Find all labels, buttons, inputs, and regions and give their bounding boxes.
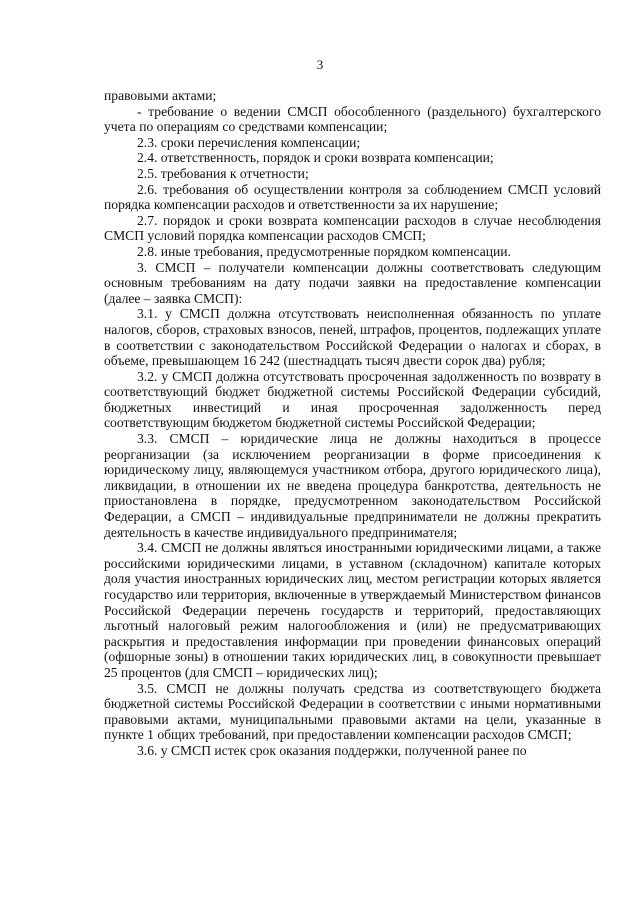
paragraph: 3.5. СМСП не должны получать средства из соответствующего бюджета бюджетной системы Российской Федерации в соответствии с иными нормативными правовыми актами, муниципальными правовыми актами на цели, указанные в пункте 1 общих требований, при предоставлении компенсации расходов СМСП; [104, 680, 601, 743]
paragraph: 2.8. иные требования, предусмотренные порядком компенсации. [137, 243, 511, 259]
paragraph: 3.1. у СМСП должна отсутствовать неисполненная обязанность по уплате налогов, сборов, страховых взносов, пеней, штрафов, процентов, подлежащих уплате в соответствии с законодательством Российской Федерации о налогах и сборах, в объеме, превышающем 16 242 (шестнадцать тысяч двести сорок два) рубля; [104, 306, 601, 369]
paragraph: 2.7. порядок и сроки возврата компенсации расходов в случае несоблюдения СМСП условий порядка компенсации расходов СМСП; [104, 212, 601, 244]
paragraph: 2.5. требования к отчетности; [137, 165, 309, 181]
document-body [104, 88, 601, 759]
paragraph: 2.4. ответственность, порядок и сроки возврата компенсации; [137, 150, 494, 166]
paragraph: - требование о ведении СМСП обособленного (раздельного) бухгалтерского учета по операциям со средствами компенсации; [104, 103, 601, 135]
paragraph: 2.6. требования об осуществлении контроля за соблюдением СМСП условий порядка компенсации расходов и ответственности за их нарушение; [104, 181, 601, 213]
paragraph: правовыми актами; [104, 88, 217, 103]
page-number: 3 [316, 57, 324, 72]
paragraph: 3.3. СМСП – юридические лица не должны находиться в процессе реорганизации (за исключением реорганизации в форме присоединения к юридическому лицу, являющемуся участником отбора, другого юридического лица), ликвидации, в отношении их не введена процедура банкротства, деятельность не приостановлена в порядке, предусмотренном законодательством Российской Федерации, а СМСП – индивидуальные предприниматели не должны прекратить деятельность в качестве индивидуального предпринимателя; [104, 431, 601, 540]
paragraph: 2.3. сроки перечисления компенсации; [137, 134, 361, 150]
paragraph: 3.2. у СМСП должна отсутствовать просроченная задолженность по возврату в соответствующий бюджет бюджетной системы Российской Федерации субсидий, бюджетных инвестиций и иная просроченная задолженность перед соответствующим бюджетом бюджетной системы Российской Федерации; [104, 368, 601, 431]
paragraph: 3.6. у СМСП истек срок оказания поддержки, полученной ранее по [137, 742, 527, 758]
paragraph: 3.4. СМСП не должны являться иностранными юридическими лицами, а также российскими юридическими лицами, в уставном (складочном) капитале которых доля участия иностранных юридических лиц, местом регистрации которых является государство или территория, включенные в утверждаемый Министерством финансов Российской Федерации перечень государств и территорий, предоставляющих льготный налоговый режим налогообложения и (или) не предусматривающих раскрытия и предоставления информации при проведении финансовых операций (офшорные зоны) в отношении таких юридических лиц, в совокупности превышает 25 процентов (для СМСП – юридических лиц); [104, 540, 601, 680]
paragraph: 3. СМСП – получатели компенсации должны соответствовать следующим основным требованиям на дату подачи заявки на предоставление компенсации (далее – заявка СМСП): [104, 259, 601, 306]
